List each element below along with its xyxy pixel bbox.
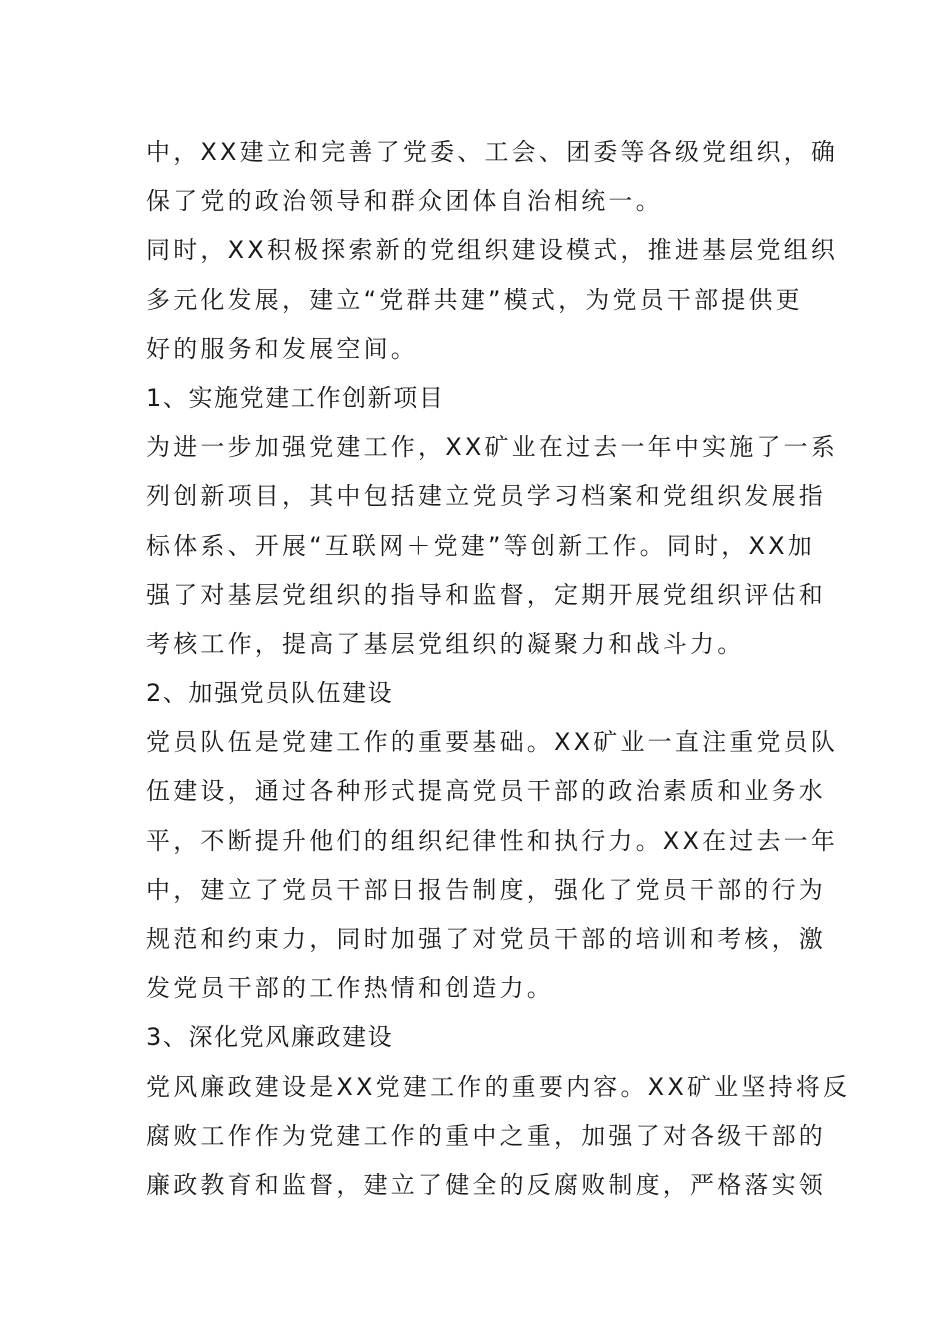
text-line: 党风廉政建设是XX党建工作的重要内容。XX矿业坚持将反 [146,1072,851,1101]
document-page [146,128,851,1210]
section-heading-2: 2、加强党员队伍建设 [146,679,394,708]
text-line: 强了对基层党组织的指导和监督，定期开展党组织评估和 [146,580,826,609]
text-line: 腐败工作作为党建工作的重中之重，加强了对各级干部的 [146,1121,826,1150]
text-line: 党员队伍是党建工作的重要基础。XX矿业一直注重党员队 [146,728,839,757]
text-line: 多元化发展，建立“党群共建”模式，为党员干部提供更 [146,285,803,314]
section-heading-1: 1、实施党建工作创新项目 [146,383,445,412]
text-line: 考核工作，提高了基层党组织的凝聚力和战斗力。 [146,629,745,658]
text-line: 廉政教育和监督，建立了健全的反腐败制度，严格落实领 [146,1170,826,1199]
text-line: 平，不断提升他们的组织纪律性和执行力。XX在过去一年 [146,826,839,855]
text-line: 中，XX建立和完善了党委、工会、团委等各级党组织，确 [146,138,839,166]
text-line: 好的服务和发展空间。 [146,334,418,363]
text-line: 规范和约束力，同时加强了对党员干部的培训和考核，激 [146,925,826,953]
text-line: 伍建设，通过各种形式提高党员干部的政治素质和业务水 [146,777,826,806]
text-line: 保了党的政治领导和群众团体自治相统一。 [146,187,663,216]
section-heading-3: 3、深化党风廉政建设 [146,1023,394,1052]
text-line: 标体系、开展“互联网＋党建”等创新工作。同时，XX加 [146,531,815,560]
text-line: 中，建立了党员干部日报告制度，强化了党员干部的行为 [146,875,826,904]
text-line: 发党员干部的工作热情和创造力。 [146,974,554,1003]
text-line: 同时，XX积极探索新的党组织建设模式，推进基层党组织 [146,236,839,265]
text-line: 列创新项目，其中包括建立党员学习档案和党组织发展指 [146,482,826,511]
text-line: 为进一步加强党建工作，XX矿业在过去一年中实施了一系 [146,433,839,462]
